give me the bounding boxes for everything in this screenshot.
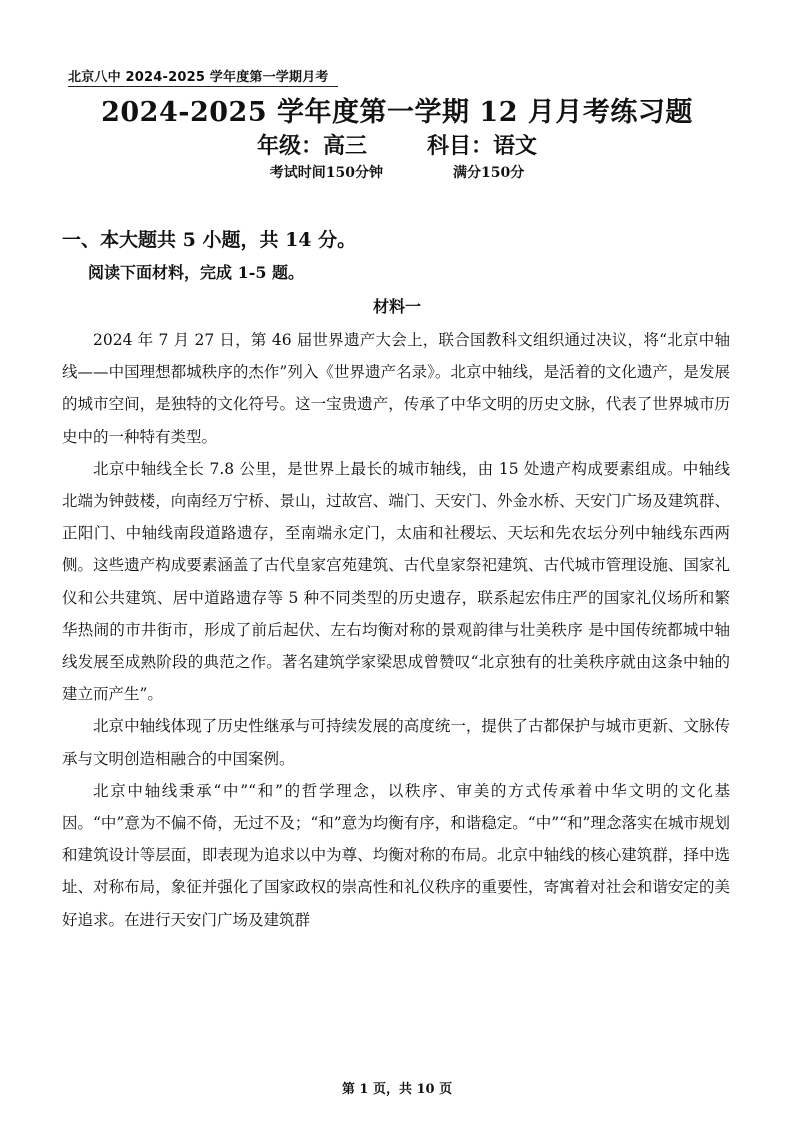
paragraph: 北京中轴线秉承“中”“和”的哲学理念，以秩序、审美的方式传承着中华文明的文化基因。“中”意为不偏不倚，无过不及；“和”意为均衡有序，和谐稳定。“中”“和”理念落实在城市规划和建筑设计等层面，即表现为追求以中为尊、均衡对称的布局。北京中轴线的核心建筑群，择中选址、对称布局，象征并强化了国家政权的崇高性和礼仪秩序的重要性，寄寓着对社会和谐安定的美好追求。在进行天安门广场及建筑群 [62,781,730,929]
exam-time: 考试时间150分钟 [269,165,383,181]
time-score-row [0,162,794,182]
header-underline [68,86,338,87]
material-title: 材料一 [372,297,421,316]
page-number: 第 1 页，共 10 页 [341,1082,453,1097]
full-score: 满分150分 [453,165,525,181]
paragraph: 2024 年 7 月 27 日，第 46 届世界遗产大会上，联合国教科文组织通过决议，将“北京中轴线——中国理想都城秩序的杰作”列入《世界遗产名录》。北京中轴线，是活着的文化遗产，是发展的城市空间，是独特的文化符号。这一宝贵遗产，传承了中华文明的历史文脉，代表了世界城市历史中的一种特有类型。 [62,331,730,446]
subject-label: 科目：语文 [427,133,538,159]
school-header-tag: 北京八中 2024-2025 学年度第一学期月考 [68,70,329,85]
paragraph: 北京中轴线全长 7.8 公里，是世界上最长的城市轴线，由 15 处遗产构成要素组成。中轴线北端为钟鼓楼，向南经万宁桥、景山，过故宫、端门、天安门、外金水桥、天安门广场及建筑群、正阳门、中轴线南段道路遗存，至南端永定门，太庙和社稷坛、天坛和先农坛分列中轴线东西两侧。这些遗产构成要素涵盖了古代皇家宫苑建筑、古代皇家祭祀建筑、古代城市管理设施、国家礼仪和公共建筑、居中道路遗存等 5 种不同类型的历史遗存，联系起宏伟庄严的国家礼仪场所和繁华热闹的市井街市，形成了前后起伏、左右均衡对称的景观韵律与壮美秩序 是中国传统都城中轴线发展至成熟阶段的典范之作。著名建筑学家梁思成曾赞叹“北京独有的壮美秩序就由这条中轴的建立而产生”。 [62,459,730,704]
section-title: 一、本大题共 5 小题，共 14 分。 [62,229,357,251]
section-instruction: 阅读下面材料，完成 1-5 题。 [88,263,305,282]
grade-label: 年级：高三 [256,133,367,159]
paragraph: 北京中轴线体现了历史性继承与可持续发展的高度统一，提供了古都保护与城市更新、文脉传承与文明创造相融合的中国案例。 [62,717,730,768]
material-body [62,324,730,936]
exam-title: 2024-2025 学年度第一学期 12 月月考练习题 [101,97,693,128]
grade-subject-row [0,129,794,160]
